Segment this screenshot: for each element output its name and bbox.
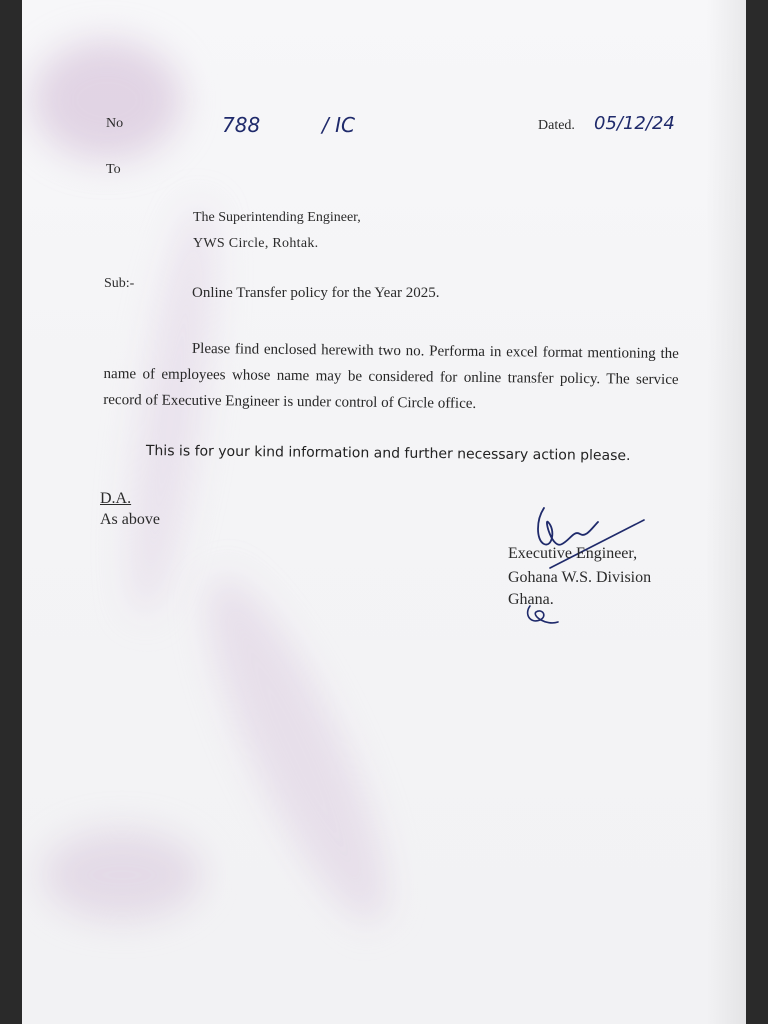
smudge — [32, 40, 182, 160]
subject-label: Sub:- — [104, 276, 135, 291]
signatory-location: Ghana. — [508, 591, 554, 608]
body-paragraph: Please find enclosed herewith two no. Performa in excel format mentioning the name of employees whose name may be considered for online transfer policy. The service record of Executive Engineer is under control of Circle office. — [103, 340, 679, 412]
signature — [522, 500, 652, 580]
signatory-division: Gohana W.S. Division — [508, 569, 652, 586]
to-label: To — [106, 162, 121, 177]
subject-text: Online Transfer policy for the Year 2025. — [192, 285, 440, 301]
letter-number-label: No — [106, 116, 124, 131]
letter-number-handwritten: 788 — [222, 113, 261, 137]
recipient-line-1: The Superintending Engineer, — [193, 210, 361, 225]
recipient-line-2: YWS Circle, Rohtak. — [193, 236, 319, 251]
dated-label: Dated. — [538, 118, 575, 133]
letter-page — [22, 0, 746, 1024]
signatory-designation: Executive Engineer, — [508, 545, 638, 562]
smudge — [176, 559, 418, 941]
smudge — [42, 830, 202, 920]
enclosure-text: As above — [100, 511, 160, 528]
closing-line: This is for your kind information and further necessary action please. — [145, 443, 631, 465]
letter-number-suffix-handwritten: / IC — [322, 113, 355, 137]
dated-handwritten: 05/12/24 — [594, 113, 675, 134]
enclosure-label: D.A. — [100, 490, 132, 507]
